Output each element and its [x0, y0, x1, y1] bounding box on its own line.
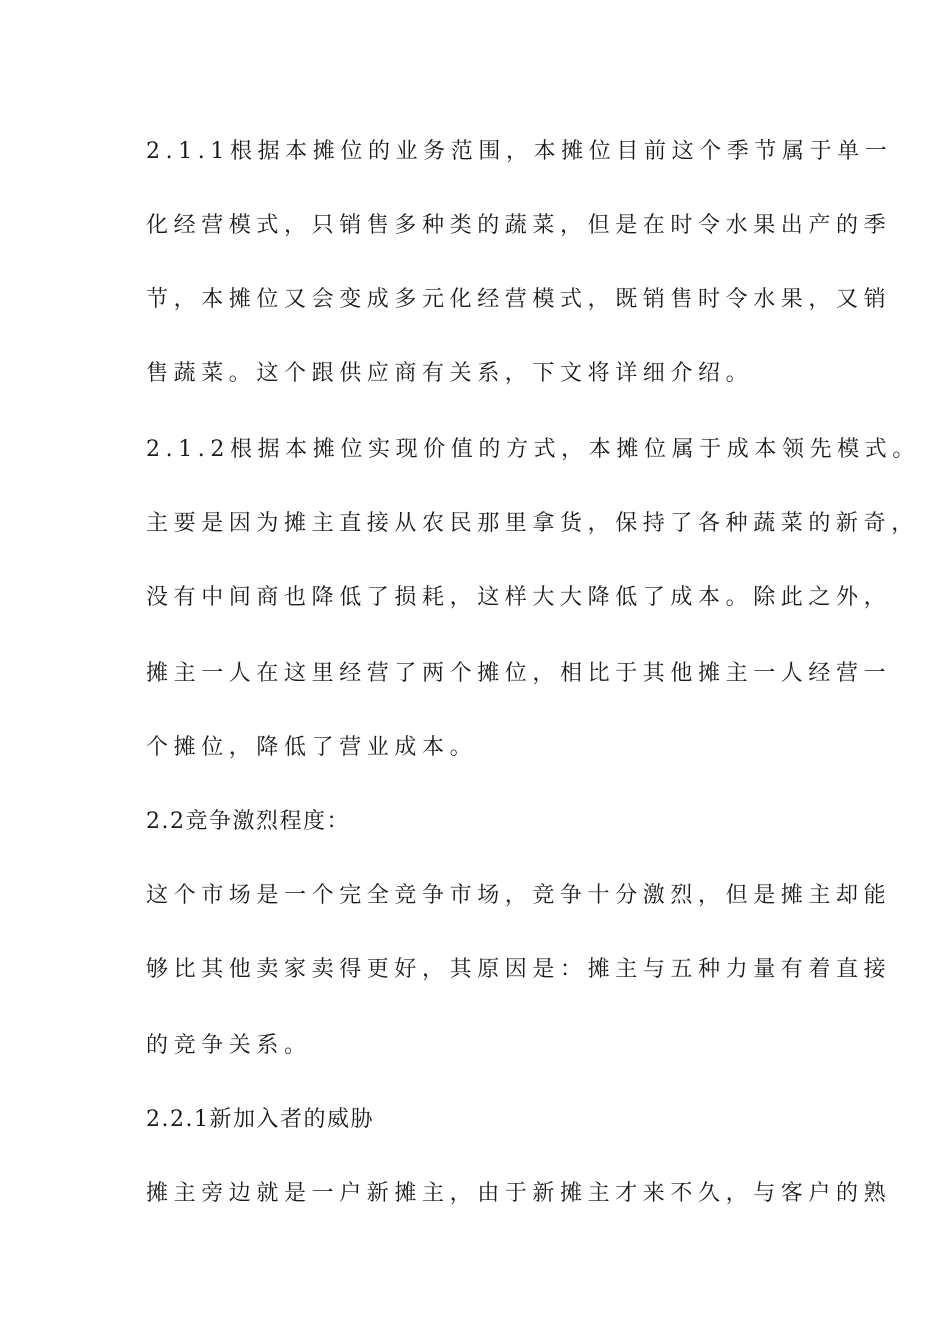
- paragraph-line: 摊主一人在这里经营了两个摊位，相比于其他摊主一人经营一: [146, 661, 892, 686]
- paragraph-line: 售蔬菜。这个跟供应商有关系，下文将详细介绍。: [146, 361, 754, 386]
- section-heading: 2.2竞争激烈程度：: [146, 809, 350, 834]
- paragraph-line: 2.1.2根据本摊位实现价值的方式，本摊位属于成本领先模式。: [146, 437, 920, 462]
- paragraph-line: 2.1.1根据本摊位的业务范围，本摊位目前这个季节属于单一: [146, 139, 893, 164]
- paragraph-line: 这个市场是一个完全竞争市场，竞争十分激烈，但是摊主却能: [146, 883, 892, 908]
- section-heading: 2.2.1新加入者的威胁: [146, 1107, 374, 1132]
- paragraph-line: 的竞争关系。: [146, 1033, 312, 1058]
- paragraph-line: 个摊位，降低了营业成本。: [146, 735, 478, 760]
- paragraph-line: 化经营模式，只销售多种类的蔬菜，但是在时令水果出产的季: [146, 213, 892, 238]
- paragraph-line: 没有中间商也降低了损耗，这样大大降低了成本。除此之外，: [146, 585, 892, 610]
- paragraph-line: 节，本摊位又会变成多元化经营模式，既销售时令水果，又销: [146, 287, 892, 312]
- paragraph-line: 摊主旁边就是一户新摊主，由于新摊主才来不久，与客户的熟: [146, 1181, 892, 1206]
- paragraph-line: 够比其他卖家卖得更好，其原因是：摊主与五种力量有着直接: [146, 957, 892, 982]
- paragraph-line: 主要是因为摊主直接从农民那里拿货，保持了各种蔬菜的新奇，: [146, 511, 919, 536]
